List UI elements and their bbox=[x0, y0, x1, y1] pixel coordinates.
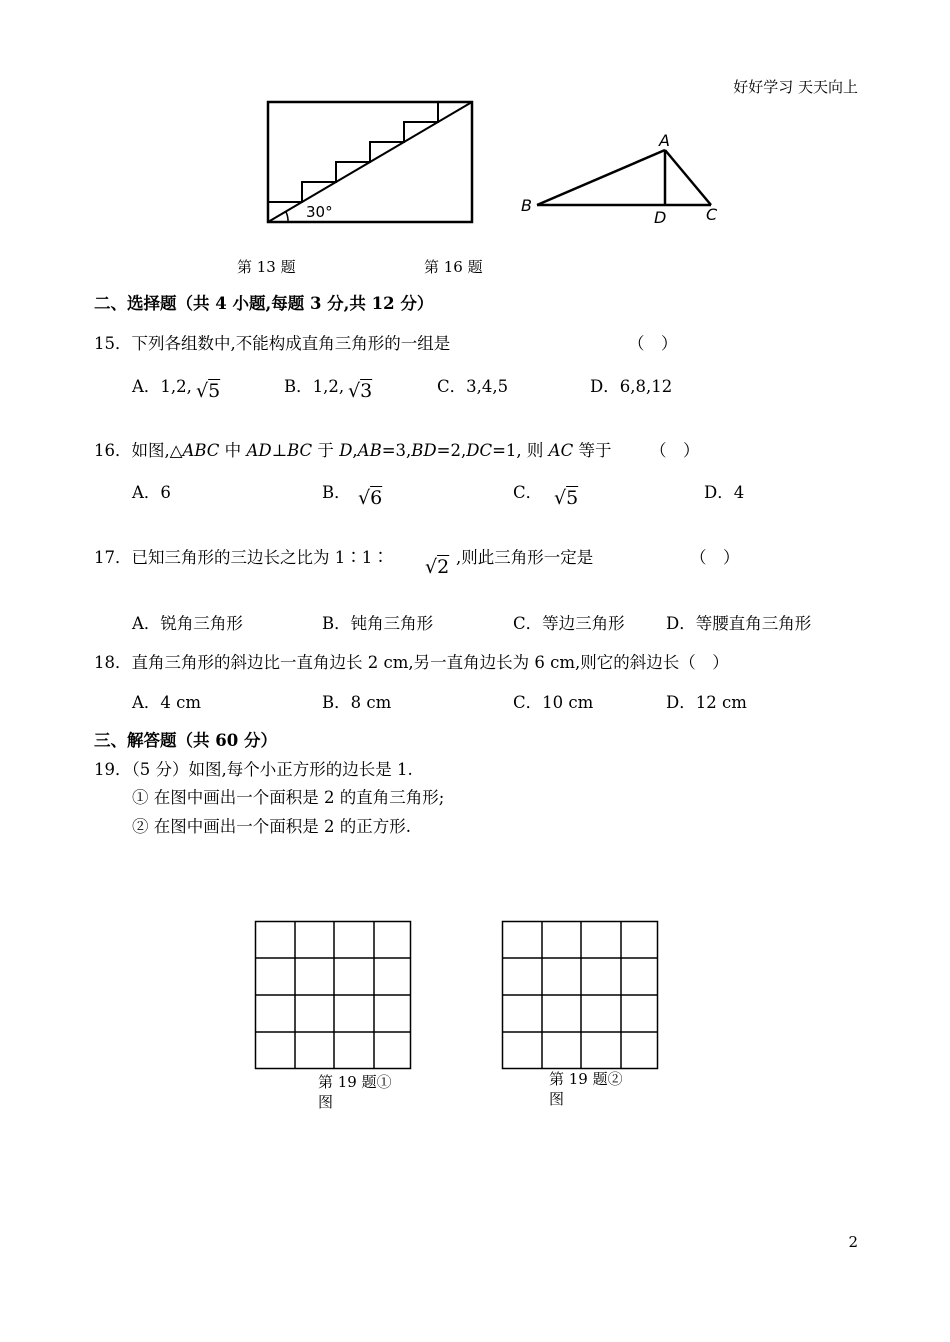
q15-option-a-sqrt: √5 bbox=[196, 380, 221, 402]
q16-option-b: B． bbox=[322, 483, 351, 502]
q17-stem bbox=[94, 544, 389, 568]
sqrt-radicand: 2 bbox=[437, 556, 450, 578]
q15-option-a bbox=[132, 373, 192, 397]
q16-option-d bbox=[704, 479, 744, 503]
q16-stem bbox=[94, 437, 611, 461]
triangle-symbol: △ bbox=[169, 441, 183, 460]
option-text: 4 cm bbox=[160, 693, 202, 712]
q18-option-c bbox=[513, 689, 593, 713]
option-letter: D． bbox=[666, 693, 696, 712]
grid-19-2-caption-line2: 图 bbox=[549, 1090, 565, 1108]
stem-text: 等于 bbox=[573, 441, 612, 460]
q17-option-d bbox=[666, 610, 811, 634]
grid-19-2 bbox=[501, 920, 661, 1072]
stem-text: =2, bbox=[436, 441, 467, 460]
option-letter: C． bbox=[513, 614, 543, 633]
option-text: 12 cm bbox=[695, 693, 747, 712]
option-letter: D． bbox=[666, 614, 696, 633]
sqrt-radicand: 6 bbox=[370, 487, 383, 509]
q19-item-1: ① 在图中画出一个面积是 2 的直角三角形; bbox=[132, 788, 445, 807]
angle-arc bbox=[286, 212, 288, 222]
page-number: 2 bbox=[848, 1233, 858, 1251]
option-letter: B． bbox=[322, 693, 351, 712]
option-text: 6 bbox=[160, 483, 171, 502]
caption-fig13: 第 13 题 bbox=[237, 258, 296, 276]
q19-item-2: ② 在图中画出一个面积是 2 的正方形. bbox=[132, 817, 411, 836]
option-text: 4 bbox=[733, 483, 745, 502]
q18-text: 直角三角形的斜边比一直角边长 2 cm,另一直角边长为 6 cm,则它的斜边长（ ） bbox=[131, 653, 729, 672]
header-motto: 好好学习 天天向上 bbox=[733, 78, 858, 96]
section-3-title: 三、解答题（共 60 分） bbox=[94, 731, 277, 750]
q15-text: 下列各组数中,不能构成直角三角形的一组是 bbox=[131, 334, 451, 353]
q19-stem bbox=[94, 756, 413, 780]
q17-option-c bbox=[513, 610, 625, 634]
q19-number: 19． bbox=[94, 760, 132, 779]
q15-stem bbox=[94, 330, 450, 354]
q16-number: 16． bbox=[94, 441, 132, 460]
q18-option-a bbox=[132, 689, 201, 713]
q17-sqrt: √2 bbox=[425, 556, 450, 578]
stem-var: BD bbox=[411, 441, 437, 460]
option-letter: D． bbox=[590, 377, 620, 396]
q16-bracket: （ ） bbox=[650, 441, 700, 460]
option-letter: C． bbox=[513, 693, 543, 712]
perp-symbol: ⊥ bbox=[271, 441, 288, 460]
stem-var: DC bbox=[466, 441, 493, 460]
label-d: D bbox=[654, 208, 667, 227]
option-letter: A． bbox=[132, 614, 161, 633]
label-b: B bbox=[521, 196, 532, 215]
option-letter: A． bbox=[132, 693, 161, 712]
figure-13-staircase bbox=[262, 96, 482, 228]
q17-option-b bbox=[322, 610, 433, 634]
q16-option-b-sqrt: √6 bbox=[358, 487, 383, 509]
q15-bracket: （ ） bbox=[628, 334, 678, 353]
q18-option-b bbox=[322, 689, 391, 713]
label-a: A bbox=[659, 131, 670, 150]
q15-option-c bbox=[437, 373, 508, 397]
q19-text: （5 分）如图,每个小正方形的边长是 1. bbox=[131, 760, 413, 779]
option-text: 3,4,5 bbox=[466, 377, 509, 396]
sqrt-radicand: 3 bbox=[360, 380, 373, 402]
angle-label: 30° bbox=[306, 203, 333, 221]
stem-text: 中 bbox=[219, 441, 247, 460]
q16-option-c-sqrt: √5 bbox=[554, 487, 579, 509]
option-letter: B． bbox=[322, 614, 351, 633]
figure-16-triangle bbox=[515, 128, 730, 228]
q17-bracket: （ ） bbox=[690, 548, 740, 567]
grid-19-1 bbox=[254, 920, 414, 1072]
option-letter: D． bbox=[704, 483, 734, 502]
q15-option-b-sqrt: √3 bbox=[348, 380, 373, 402]
q17-text-before: 已知三角形的三边长之比为 1∶1∶ bbox=[131, 548, 389, 567]
stem-var: AC bbox=[548, 441, 574, 460]
stem-var: BC bbox=[287, 441, 313, 460]
option-text: 6,8,12 bbox=[619, 377, 673, 396]
option-text: 1,2, bbox=[160, 377, 192, 396]
option-text: 钝角三角形 bbox=[350, 614, 434, 633]
q17-text-after: ,则此三角形一定是 bbox=[456, 548, 594, 567]
option-text: 10 cm bbox=[542, 693, 594, 712]
option-text: 锐角三角形 bbox=[160, 614, 243, 633]
grid-19-1-caption-line2: 图 bbox=[318, 1093, 334, 1111]
stem-var: ABC bbox=[182, 441, 220, 460]
stem-text: , bbox=[352, 441, 358, 460]
q18-stem bbox=[94, 649, 729, 673]
sqrt-radicand: 5 bbox=[566, 487, 579, 509]
stem-var: D bbox=[339, 441, 353, 460]
option-text: 等腰直角三角形 bbox=[695, 614, 812, 633]
option-letter: A． bbox=[132, 483, 161, 502]
sqrt-radicand: 5 bbox=[208, 380, 221, 402]
segment-ab bbox=[537, 150, 665, 205]
section-2-title: 二、选择题（共 4 小题,每题 3 分,共 12 分） bbox=[94, 294, 434, 313]
q18-number: 18． bbox=[94, 653, 132, 672]
stem-text: =3, bbox=[381, 441, 412, 460]
caption-fig16: 第 16 题 bbox=[424, 258, 483, 276]
option-text: 1,2, bbox=[312, 377, 345, 396]
option-letter: B． bbox=[284, 377, 313, 396]
stem-var: AB bbox=[357, 441, 382, 460]
stem-var: AD bbox=[246, 441, 272, 460]
segment-ac bbox=[665, 150, 711, 205]
grid-19-1-caption-line1: 第 19 题① bbox=[318, 1073, 392, 1091]
stem-text: =1, 则 bbox=[492, 441, 549, 460]
q17-option-a bbox=[132, 610, 243, 634]
option-letter: C． bbox=[437, 377, 467, 396]
label-c: C bbox=[706, 205, 718, 224]
stair-steps bbox=[268, 102, 438, 222]
grid-19-2-caption-line1: 第 19 题② bbox=[549, 1070, 623, 1088]
option-text: 8 cm bbox=[350, 693, 392, 712]
stem-text: 如图, bbox=[131, 441, 170, 460]
option-letter: A． bbox=[132, 377, 161, 396]
q17-number: 17． bbox=[94, 548, 132, 567]
q15-option-b bbox=[284, 373, 344, 397]
q16-option-a bbox=[132, 479, 171, 503]
option-text: 等边三角形 bbox=[542, 614, 625, 633]
q15-option-d bbox=[590, 373, 672, 397]
stem-text: 于 bbox=[312, 441, 340, 460]
q18-option-d bbox=[666, 689, 747, 713]
q16-option-c: C． bbox=[513, 483, 543, 502]
q15-number: 15． bbox=[94, 334, 132, 353]
